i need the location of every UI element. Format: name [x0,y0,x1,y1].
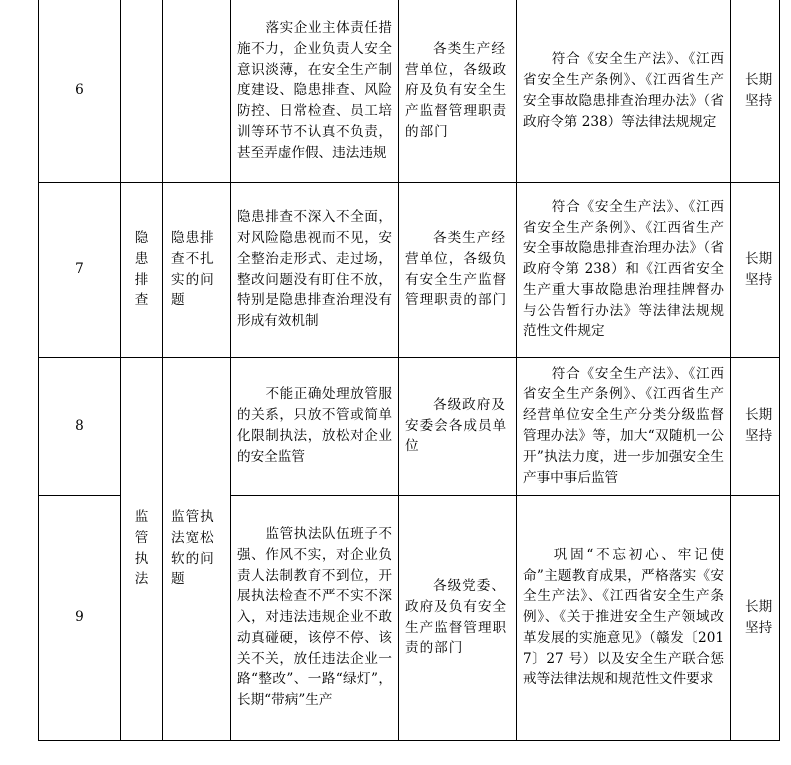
description-text: 隐患排查不深入不全面，对风险隐患视而不见，安全整治走形式、走过场，整改问题没有盯住不放，特别是隐患排查治理没有形成有效机制 [237,209,392,330]
units-text: 各类生产经营单位，各级政府及负有安全生产监督管理职责的部门 [405,40,508,140]
row-index: 8 [39,357,121,495]
row-index: 6 [39,0,121,182]
units-text: 各类生产经营单位，各级负有安全生产监督管理职责的部门 [405,229,508,309]
time-limit-cell: 长期坚持 [731,0,780,182]
time-limit-cell: 长期坚持 [731,495,780,740]
description-text: 不能正确处理放管服的关系，只放不管或简单化限制执法，放松对企业的安全监管 [237,386,392,465]
responsible-units-cell [399,495,517,740]
responsible-units-cell [399,0,517,182]
responsible-units-cell [399,357,517,495]
basis-text: 巩固“不忘初心、牢记使命”主题教育成果，严格落实《安全生产法》、《江西省安全生产条例》、《关于推进安全生产领域改革发展的实施意见》（赣发〔2017〕27 号）以及安全生产联合惩戒等法律法规和规范性文件要求 [523,546,724,688]
category-cell: 隐患排查 [121,182,163,357]
description-cell [231,0,399,182]
description-cell [231,357,399,495]
basis-text: 符合《安全生产法》、《江西省安全生产条例》、《江西省生产经营单位安全生产分类分级监督管理办法》等，加大“双随机一公开”执法力度，进一步加强安全生产事中事后监管 [523,365,724,486]
basis-text: 符合《安全生产法》、《江西省安全生产条例》、《江西省生产安全事故隐患排查治理办法》（省政府令第 238）等法律法规规定 [523,51,724,130]
units-text: 各级政府及安委会各成员单位 [405,396,508,455]
table-row [39,0,780,182]
category-cell: 监管执法 [121,357,163,740]
basis-cell [517,182,731,357]
basis-cell [517,0,731,182]
category-cell [121,0,163,182]
responsible-units-cell [399,182,517,357]
description-text: 落实企业主体责任措施不力，企业负责人安全意识淡薄，在安全生产制度建设、隐患排查、风险防控、日常检查、员工培训等环节不认真不负责，甚至弄虚作假、违法违规 [237,19,392,161]
table-row [39,357,780,495]
time-limit-cell: 长期坚持 [731,357,780,495]
row-index: 9 [39,495,121,740]
problem-cell: 监管执法宽松软的问题 [163,357,231,740]
units-text: 各级党委、政府及负有安全生产监督管理职责的部门 [405,577,508,657]
description-cell [231,495,399,740]
basis-cell [517,357,731,495]
time-limit-cell: 长期坚持 [731,182,780,357]
table-row [39,182,780,357]
basis-text: 符合《安全生产法》、《江西省安全生产条例》、《江西省生产安全事故隐患排查治理办法》（省政府令第 238）和《江西省安全生产重大事故隐患治理挂牌督办与公告暂行办法》等法律法规规范性文件规定 [523,198,724,340]
rectification-table [38,0,780,741]
description-cell [231,182,399,357]
basis-cell [517,495,731,740]
row-index: 7 [39,182,121,357]
problem-cell: 隐患排查不扎实的问题 [163,182,231,357]
description-text: 监管执法队伍班子不强、作风不实，对企业负责人法制教育不到位，开展执法检查不严不实不深入，对违法违规企业不敢动真碰硬，该停不停、该关不关，放任违法企业一路“整改”、一路“绿灯”，长期“带病”生产 [237,525,392,709]
problem-cell [163,0,231,182]
